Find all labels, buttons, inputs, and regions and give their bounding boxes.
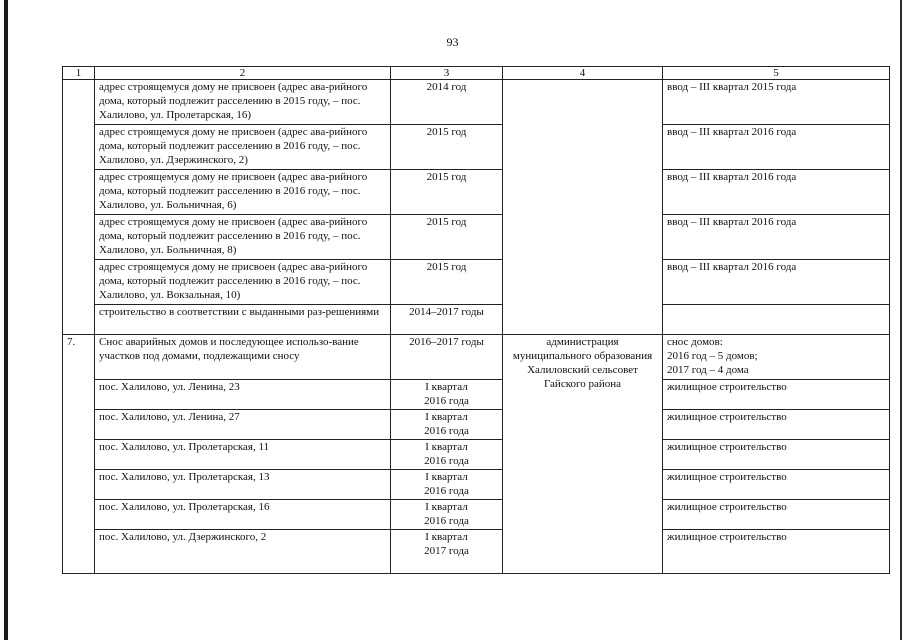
period-line: 2016 года: [424, 485, 469, 497]
table-row: [63, 80, 890, 125]
table-row: [63, 410, 890, 440]
row-result: жилищное строительство: [663, 440, 890, 470]
row-result: [663, 335, 890, 380]
row-description: пос. Халилово, ул. Пролетарская, 13: [95, 470, 391, 500]
period-line: 2016 года: [424, 395, 469, 407]
row-description: пос. Халилово, ул. Пролетарская, 11: [95, 440, 391, 470]
row-number-cell: [63, 80, 95, 335]
row-period: 2015 год: [391, 170, 503, 215]
row-description: адрес строящемуся дому не присвоен (адрес ава-рийного дома, который подлежит расселению в 2016 году, – пос. Халилово, ул. Больничная, 8): [95, 215, 391, 260]
table-row: [63, 125, 890, 170]
table-row: [63, 470, 890, 500]
row-period: [391, 530, 503, 574]
period-line: I квартал: [425, 471, 468, 483]
result-line: 2016 год – 5 домов;: [667, 350, 758, 362]
row-description: адрес строящемуся дому не присвоен (адрес ава-рийного дома, который подлежит расселению в 2015 году, – пос. Халилово, ул. Пролетарская, 16): [95, 80, 391, 125]
row-result: жилищное строительство: [663, 410, 890, 440]
scan-left-edge: [4, 0, 8, 640]
table-row: [63, 305, 890, 335]
row-description: пос. Халилово, ул. Пролетарская, 16: [95, 500, 391, 530]
row-period: 2014 год: [391, 80, 503, 125]
period-line: I квартал: [425, 411, 468, 423]
column-header-3: 3: [391, 67, 503, 80]
period-line: 2017 года: [424, 545, 469, 557]
program-table: [62, 66, 890, 574]
row-description: пос. Халилово, ул. Ленина, 23: [95, 380, 391, 410]
table-row: [63, 170, 890, 215]
result-line: 2017 год – 4 дома: [667, 364, 749, 376]
row-result: [663, 305, 890, 335]
row-result: ввод – III квартал 2016 года: [663, 170, 890, 215]
row-description: строительство в соответствии с выданными раз-решениями: [95, 305, 391, 335]
row-description: адрес строящемуся дому не присвоен (адрес ава-рийного дома, который подлежит расселению в 2016 году, – пос. Халилово, ул. Вокзальная, 10): [95, 260, 391, 305]
table-row-item-7: [63, 335, 890, 380]
period-line: I квартал: [425, 531, 468, 543]
row-result: ввод – III квартал 2016 года: [663, 215, 890, 260]
row-period: [391, 410, 503, 440]
table-row: [63, 500, 890, 530]
page-number: 93: [446, 35, 459, 49]
row-period: 2015 год: [391, 125, 503, 170]
table-row: [63, 530, 890, 574]
row-result: жилищное строительство: [663, 470, 890, 500]
period-line: 2016 года: [424, 515, 469, 527]
row-result: жилищное строительство: [663, 380, 890, 410]
column-header-4: 4: [503, 67, 663, 80]
row-description: Снос аварийных домов и последующее использо-вание участков под домами, подлежащими сносу: [95, 335, 391, 380]
row-description: пос. Халилово, ул. Дзержинского, 2: [95, 530, 391, 574]
row-period: 2015 год: [391, 215, 503, 260]
table-header-row: [63, 67, 890, 80]
row-description: пос. Халилово, ул. Ленина, 27: [95, 410, 391, 440]
row-description: адрес строящемуся дому не присвоен (адрес ава-рийного дома, который подлежит расселению в 2016 году, – пос. Халилово, ул. Дзержинского, 2): [95, 125, 391, 170]
period-line: 2016 года: [424, 425, 469, 437]
row-period: [391, 440, 503, 470]
row-description: адрес строящемуся дому не присвоен (адрес ава-рийного дома, который подлежит расселению в 2016 году, – пос. Халилово, ул. Больничная, 6): [95, 170, 391, 215]
row-period: 2016–2017 годы: [391, 335, 503, 380]
scan-right-edge: [900, 0, 902, 640]
column-header-1: 1: [63, 67, 95, 80]
row-result: жилищное строительство: [663, 530, 890, 574]
period-line: I квартал: [425, 381, 468, 393]
row-executor: [503, 80, 663, 335]
table-row: [63, 380, 890, 410]
table-row: [63, 215, 890, 260]
row-result: ввод – III квартал 2016 года: [663, 125, 890, 170]
period-line: 2016 года: [424, 455, 469, 467]
column-header-5: 5: [663, 67, 890, 80]
row-period: [391, 380, 503, 410]
result-line: снос домов:: [667, 336, 723, 348]
row-executor: администрация муниципального образования Халиловский сельсовет Гайского района: [503, 335, 663, 574]
row-result: жилищное строительство: [663, 500, 890, 530]
row-number-cell: 7.: [63, 335, 95, 574]
period-line: I квартал: [425, 441, 468, 453]
table-row: [63, 260, 890, 305]
row-period: [391, 470, 503, 500]
period-line: I квартал: [425, 501, 468, 513]
row-period: 2014–2017 годы: [391, 305, 503, 335]
column-header-2: 2: [95, 67, 391, 80]
row-result: ввод – III квартал 2015 года: [663, 80, 890, 125]
table-row: [63, 440, 890, 470]
row-result: ввод – III квартал 2016 года: [663, 260, 890, 305]
row-period: 2015 год: [391, 260, 503, 305]
row-period: [391, 500, 503, 530]
